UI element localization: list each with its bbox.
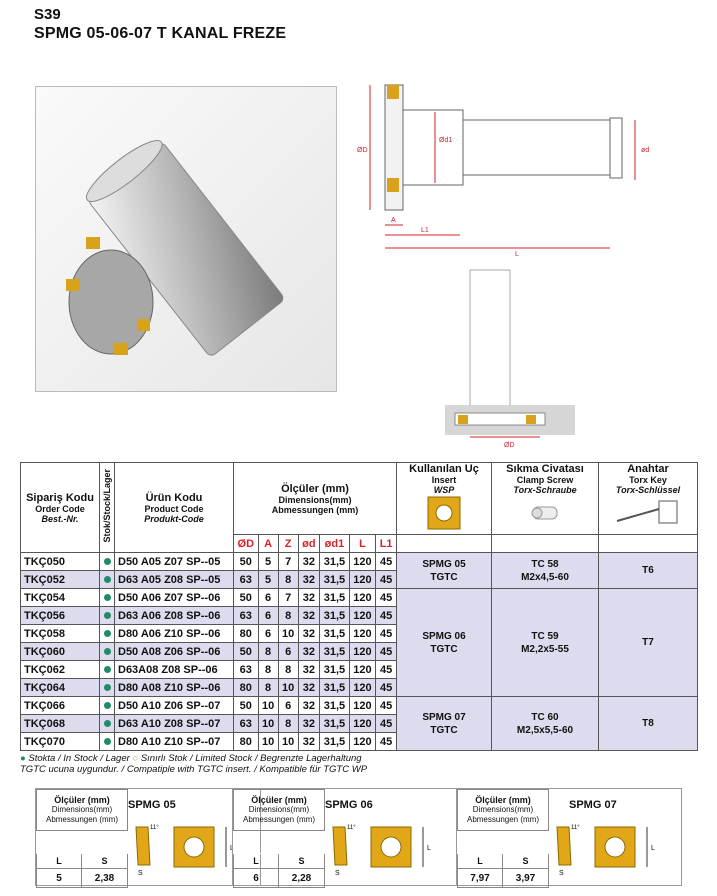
stock-cell: [100, 553, 115, 571]
s-label: S: [279, 854, 325, 869]
order-code-cell: TKÇ070: [21, 733, 100, 751]
dim-od-cell: 50: [234, 643, 259, 661]
s-value: 2,28: [279, 869, 325, 888]
stock-cell: [100, 697, 115, 715]
in-stock-dot-icon: [104, 648, 111, 655]
in-stock-dot-icon: [104, 666, 111, 673]
dim-od-small-cell: 32: [298, 661, 319, 679]
a-label: A: [391, 217, 396, 224]
dim-od-small-cell: 32: [298, 733, 319, 751]
dim-od1-cell: 31,5: [320, 607, 350, 625]
order-code-cell: TKÇ068: [21, 715, 100, 733]
dim-z-cell: 10: [278, 679, 298, 697]
dim-od-cell: 80: [234, 733, 259, 751]
dim-a-cell: 6: [258, 625, 278, 643]
dim-od1-cell: 31,5: [320, 679, 350, 697]
dim-od-cell: 63: [234, 715, 259, 733]
order-code-cell: TKÇ052: [21, 571, 100, 589]
dim-l1-cell: 45: [376, 643, 397, 661]
l-label: L: [515, 251, 519, 258]
dim-a-cell: 6: [258, 589, 278, 607]
dim-l-cell: 120: [349, 715, 375, 733]
insert-cell: SPMG 07 TGTC: [397, 697, 492, 751]
dim-od-cell: 63: [234, 607, 259, 625]
dim-a-cell: 8: [258, 661, 278, 679]
dim-od1-cell: 31,5: [320, 733, 350, 751]
stock-cell: [100, 733, 115, 751]
stock-cell: [100, 625, 115, 643]
screw-cell: TC 59 M2,2x5-55: [492, 589, 599, 697]
order-code-cell: TKÇ056: [21, 607, 100, 625]
dim-a-cell: 10: [258, 733, 278, 751]
dim-od-cell: 50: [234, 589, 259, 607]
product-code-cell: D63 A10 Z08 SP--07: [115, 715, 234, 733]
svg-text:S: S: [138, 870, 143, 877]
product-code-header: Ürün Kodu Product Code Produkt-Code: [115, 463, 234, 553]
stock-cell: [100, 589, 115, 607]
product-code-cell: D63 A05 Z08 SP--05: [115, 571, 234, 589]
dim-od1-cell: 31,5: [320, 553, 350, 571]
dim-od1-cell: 31,5: [320, 661, 350, 679]
key-cell: T8: [599, 697, 698, 751]
dim-od-cell: 50: [234, 697, 259, 715]
technical-drawing: [355, 80, 695, 260]
in-stock-dot-icon: [104, 576, 111, 583]
table-row: [21, 589, 698, 607]
table-row: [21, 697, 698, 715]
s-label: S: [82, 854, 128, 869]
od-label: ØD: [357, 147, 368, 154]
dim-l1-cell: 45: [376, 571, 397, 589]
s-label: S: [503, 854, 549, 869]
in-stock-dot-icon: [104, 558, 111, 565]
svg-text:L: L: [651, 845, 655, 852]
page-header: [34, 6, 286, 44]
order-code-cell: TKÇ062: [21, 661, 100, 679]
svg-text:S: S: [559, 870, 564, 877]
stock-cell: [100, 661, 115, 679]
dim-z-cell: 10: [278, 733, 298, 751]
dim-z-cell: 6: [278, 697, 298, 715]
dim-l1-cell: 45: [376, 697, 397, 715]
cutter-illustration: [36, 87, 336, 391]
dim-od1-cell: 31,5: [320, 589, 350, 607]
screw-cell: TC 60 M2,5x5,5-60: [492, 697, 599, 751]
dim-od-small-cell: 32: [298, 715, 319, 733]
l-value: 6: [234, 869, 279, 888]
order-code-header: Sipariş Kodu Order Code Best.-Nr.: [21, 463, 100, 553]
note-stock: Stokta / In Stock / Lager: [28, 753, 130, 764]
note-limited: Sınırlı Stok / Limited Stock / Begrenzte Lagerhaltung: [140, 753, 362, 764]
dim-l1-cell: 45: [376, 589, 397, 607]
dim-od-cell: 50: [234, 553, 259, 571]
svg-text:L: L: [427, 845, 431, 852]
page-title: SPMG 05-06-07 T KANAL FREZE: [34, 25, 287, 42]
screw-header: Sıkma Civatası Clamp Screw Torx-Schraube: [492, 463, 599, 535]
od-bottom-label: ØD: [504, 442, 515, 449]
dimensions-header: Ölçüler (mm) Dimensions(mm) Abmessungen (mm): [234, 463, 397, 535]
dim-od1-cell: 31,5: [320, 643, 350, 661]
table-row: [21, 553, 698, 571]
dim-l-cell: 120: [349, 571, 375, 589]
product-code-cell: D50 A10 Z06 SP--07: [115, 697, 234, 715]
dim-z-cell: 6: [278, 643, 298, 661]
product-code-cell: D50 A06 Z07 SP--06: [115, 589, 234, 607]
dim-z-cell: 10: [278, 625, 298, 643]
dim-z-cell: 8: [278, 571, 298, 589]
key-cell: T7: [599, 589, 698, 697]
dim-a-cell: 8: [258, 679, 278, 697]
dim-od-cell: 63: [234, 661, 259, 679]
s-value: 2,38: [82, 869, 128, 888]
l-label: L: [458, 854, 503, 869]
dim-l1-cell: 45: [376, 733, 397, 751]
col-l1: L1: [376, 535, 397, 553]
l1-label: L1: [421, 227, 429, 234]
dim-a-cell: 10: [258, 715, 278, 733]
box-header: Ölçüler (mm) Dimensions(mm) Abmessungen (mm): [458, 790, 549, 831]
dim-a-cell: 5: [258, 553, 278, 571]
dim-l-cell: 120: [349, 589, 375, 607]
product-code-cell: D63 A06 Z08 SP--06: [115, 607, 234, 625]
dim-z-cell: 7: [278, 553, 298, 571]
dim-od-small-cell: 32: [298, 589, 319, 607]
dim-od-small-cell: 32: [298, 607, 319, 625]
dim-od1-cell: 31,5: [320, 625, 350, 643]
note-compat: TGTC ucuna uygundur. / Compatiple with TGTC insert. / Kompatible für TGTC WP: [20, 764, 368, 775]
in-stock-dot-icon: [104, 720, 111, 727]
stock-cell: [100, 607, 115, 625]
dim-l1-cell: 45: [376, 661, 397, 679]
insert-dimension-box: [456, 788, 682, 886]
svg-text:11°: 11°: [347, 825, 356, 831]
dim-od-cell: 80: [234, 625, 259, 643]
dim-l1-cell: 45: [376, 625, 397, 643]
order-code-cell: TKÇ064: [21, 679, 100, 697]
svg-text:11°: 11°: [571, 825, 580, 831]
dim-od-small-cell: 32: [298, 553, 319, 571]
dim-l-cell: 120: [349, 553, 375, 571]
dim-l1-cell: 45: [376, 607, 397, 625]
dim-l-cell: 120: [349, 607, 375, 625]
dim-z-cell: 8: [278, 607, 298, 625]
dim-l1-cell: 45: [376, 553, 397, 571]
stock-header: Stok/Stock/Lager: [100, 463, 115, 553]
insert-title: SPMG 07: [569, 799, 617, 811]
product-code-cell: D80 A08 Z10 SP--06: [115, 679, 234, 697]
l-label: L: [37, 854, 82, 869]
product-photo: [35, 86, 337, 392]
svg-text:S: S: [335, 870, 340, 877]
l-value: 5: [37, 869, 82, 888]
dim-z-cell: 8: [278, 661, 298, 679]
dim-l-cell: 120: [349, 625, 375, 643]
insert-cell: SPMG 06 TGTC: [397, 589, 492, 697]
dim-od1-cell: 31,5: [320, 571, 350, 589]
screw-cell: TC 58 M2x4,5-60: [492, 553, 599, 589]
dim-a-cell: 6: [258, 607, 278, 625]
dim-l-cell: 120: [349, 733, 375, 751]
insert-cell: SPMG 05 TGTC: [397, 553, 492, 589]
box-header: Ölçüler (mm) Dimensions(mm) Abmessungen (mm): [234, 790, 325, 831]
l-label: L: [234, 854, 279, 869]
svg-text:11°: 11°: [150, 825, 159, 831]
dim-l1-cell: 45: [376, 715, 397, 733]
order-code-cell: TKÇ060: [21, 643, 100, 661]
dim-od-small-cell: 32: [298, 625, 319, 643]
dim-a-cell: 10: [258, 697, 278, 715]
product-code-cell: D50 A08 Z06 SP--06: [115, 643, 234, 661]
dim-od-cell: 80: [234, 679, 259, 697]
in-stock-dot-icon: [104, 684, 111, 691]
stock-cell: [100, 715, 115, 733]
insert-dimension-box: [232, 788, 458, 886]
in-stock-dot-icon: [104, 594, 111, 601]
dim-l-cell: 120: [349, 643, 375, 661]
order-code-cell: TKÇ054: [21, 589, 100, 607]
s-value: 3,97: [503, 869, 549, 888]
insert-drawing: [325, 817, 453, 881]
insert-title: SPMG 05: [128, 799, 176, 811]
dim-od-small-cell: 32: [298, 697, 319, 715]
in-stock-dot-icon: [104, 738, 111, 745]
product-code-cell: D50 A05 Z07 SP--05: [115, 553, 234, 571]
dim-od1-cell: 31,5: [320, 715, 350, 733]
key-header: Anahtar Torx Key Torx-Schlüssel: [599, 463, 698, 535]
page-code: S39: [34, 6, 61, 23]
insert-dimension-box: [35, 788, 261, 886]
insert-header: Kullanılan Uç Insert WSP: [397, 463, 492, 535]
dim-l-cell: 120: [349, 679, 375, 697]
torx-key-icon: [613, 495, 683, 531]
stock-cell: [100, 571, 115, 589]
col-od-small: ød: [298, 535, 319, 553]
od-small-label: ød: [641, 147, 650, 154]
insert-title: SPMG 06: [325, 799, 373, 811]
product-code-cell: D80 A10 Z10 SP--07: [115, 733, 234, 751]
key-cell: T6: [599, 553, 698, 589]
col-z: Z: [278, 535, 298, 553]
col-od: ØD: [234, 535, 259, 553]
dim-od-small-cell: 32: [298, 643, 319, 661]
screw-icon: [525, 495, 565, 531]
slot-drawing: [440, 265, 580, 455]
l-value: 7,97: [458, 869, 503, 888]
product-code-cell: D80 A06 Z10 SP--06: [115, 625, 234, 643]
stock-notes: ● Stokta / In Stock / Lager ○ Sınırlı Stok / Limited Stock / Begrenzte Lagerhaltung TGTC ucuna uygundur. / Compatiple with TGTC insert. / Kompatible für TGTC WP: [20, 753, 368, 775]
order-code-cell: TKÇ058: [21, 625, 100, 643]
dim-l-cell: 120: [349, 697, 375, 715]
dim-a-cell: 8: [258, 643, 278, 661]
dim-a-cell: 5: [258, 571, 278, 589]
dim-l1-cell: 45: [376, 679, 397, 697]
box-header: Ölçüler (mm) Dimensions(mm) Abmessungen (mm): [37, 790, 128, 831]
stock-cell: [100, 679, 115, 697]
od1-label: Ød1: [439, 137, 453, 144]
dim-z-cell: 8: [278, 715, 298, 733]
col-od1: ød1: [320, 535, 350, 553]
product-code-cell: D63A08 Z08 SP--06: [115, 661, 234, 679]
in-stock-dot-icon: [104, 630, 111, 637]
in-stock-dot-icon: [104, 702, 111, 709]
order-code-cell: TKÇ066: [21, 697, 100, 715]
in-stock-dot-icon: [104, 612, 111, 619]
stock-cell: [100, 643, 115, 661]
dim-od1-cell: 31,5: [320, 697, 350, 715]
order-code-cell: TKÇ050: [21, 553, 100, 571]
product-table: [20, 462, 698, 751]
insert-drawing: [549, 817, 677, 881]
col-l: L: [349, 535, 375, 553]
dim-z-cell: 7: [278, 589, 298, 607]
col-a: A: [258, 535, 278, 553]
dim-od-cell: 63: [234, 571, 259, 589]
svg-text:L: L: [230, 845, 234, 852]
insert-icon: [424, 495, 464, 531]
dim-od-small-cell: 32: [298, 571, 319, 589]
dim-od-small-cell: 32: [298, 679, 319, 697]
dim-l-cell: 120: [349, 661, 375, 679]
